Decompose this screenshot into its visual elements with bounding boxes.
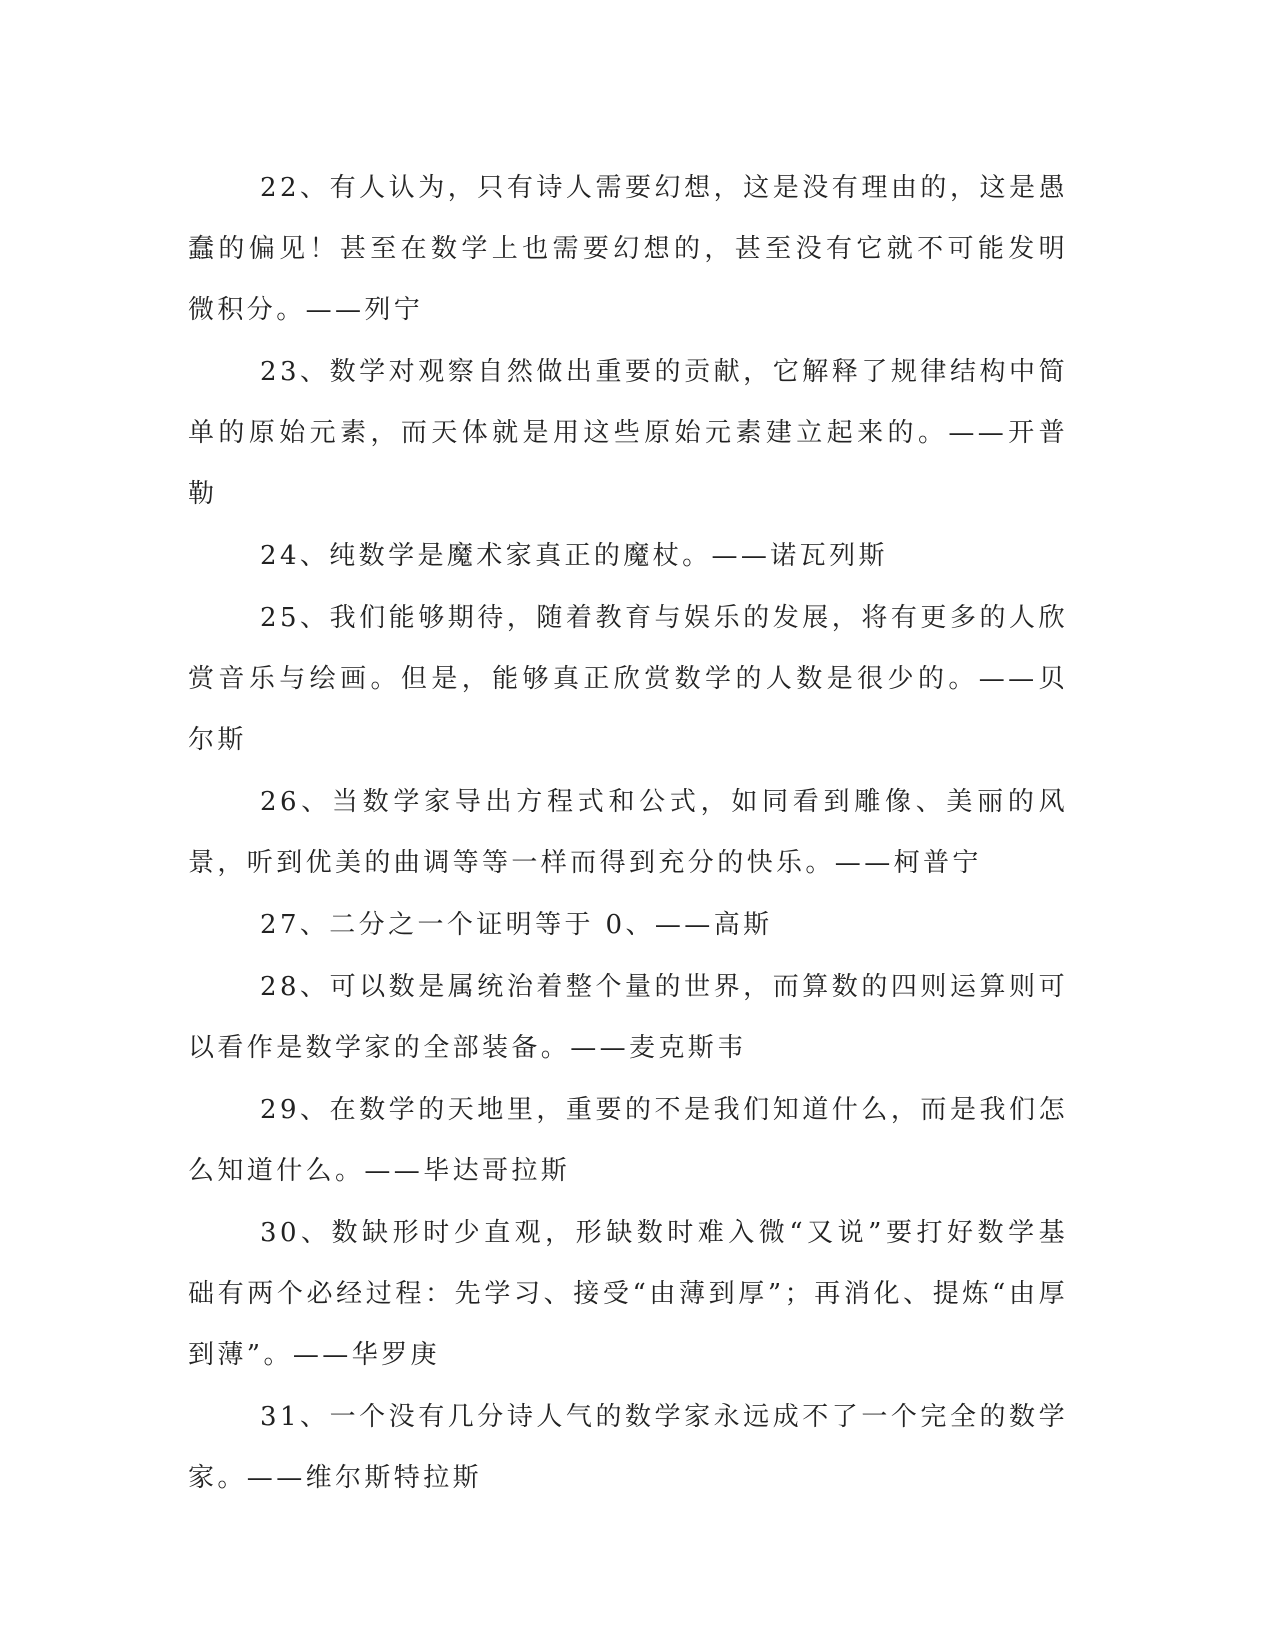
quote-paragraph: 27、二分之一个证明等于 0、——高斯 bbox=[260, 910, 773, 940]
quote-paragraph: 29、在数学的天地里，重要的不是我们知道什么，而是我们怎么知道什么。——毕达哥拉斯 bbox=[188, 1095, 1068, 1186]
quote-paragraph: 31、一个没有几分诗人气的数学家永远成不了一个完全的数学家。——维尔斯特拉斯 bbox=[188, 1402, 1068, 1493]
quote-paragraph: 26、当数学家导出方程式和公式，如同看到雕像、美丽的风景，听到优美的曲调等等一样而得到充分的快乐。——柯普宁 bbox=[188, 787, 1068, 878]
quote-paragraph: 22、有人认为，只有诗人需要幻想，这是没有理由的，这是愚蠢的偏见！甚至在数学上也需要幻想的，甚至没有它就不可能发明微积分。——列宁 bbox=[188, 173, 1068, 325]
quote-paragraph: 28、可以数是属统治着整个量的世界，而算数的四则运算则可以看作是数学家的全部装备。——麦克斯韦 bbox=[188, 972, 1068, 1063]
quote-paragraph: 23、数学对观察自然做出重要的贡献，它解释了规律结构中简单的原始元素，而天体就是用这些原始元素建立起来的。——开普勒 bbox=[188, 357, 1068, 509]
quote-paragraph: 24、纯数学是魔术家真正的魔杖。——诺瓦列斯 bbox=[260, 541, 888, 571]
document-page bbox=[188, 158, 1068, 1510]
quote-paragraph: 30、数缺形时少直观，形缺数时难入微“又说”要打好数学基础有两个必经过程：先学习、接受“由薄到厚”；再消化、提炼“由厚到薄”。——华罗庚 bbox=[188, 1218, 1068, 1370]
quote-paragraph: 25、我们能够期待，随着教育与娱乐的发展，将有更多的人欣赏音乐与绘画。但是，能够真正欣赏数学的人数是很少的。——贝尔斯 bbox=[188, 603, 1068, 755]
